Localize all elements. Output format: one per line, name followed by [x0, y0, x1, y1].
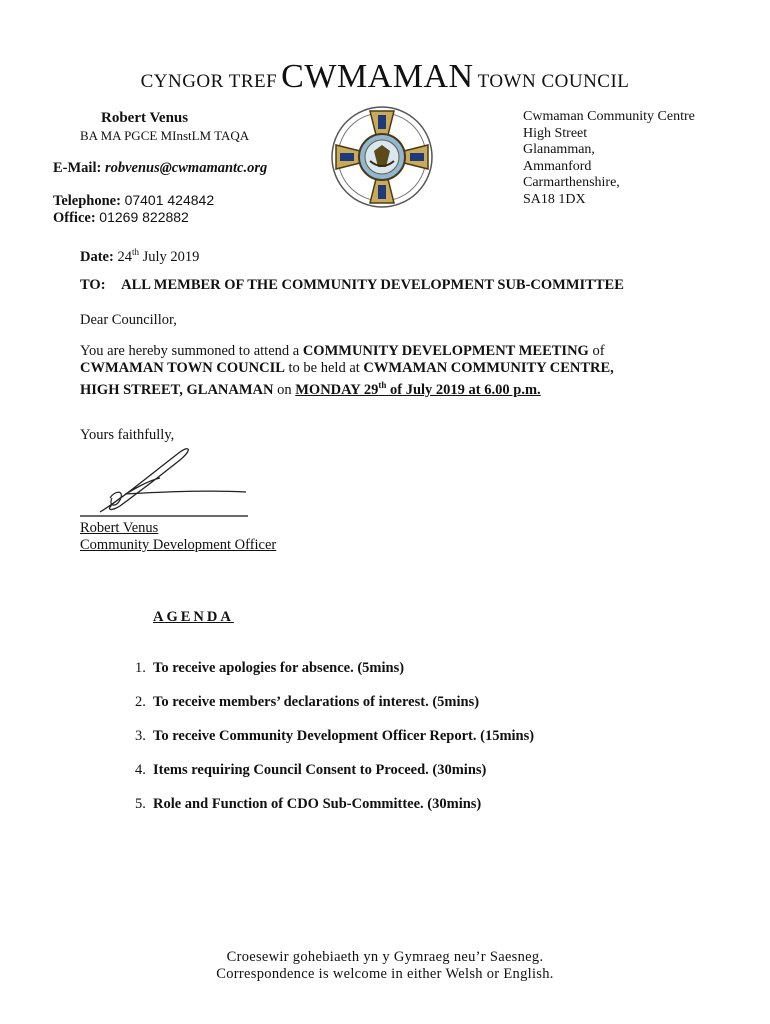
email-label: E-Mail:: [53, 160, 102, 176]
address-line: High Street: [523, 125, 588, 141]
agenda-heading: AGENDA: [153, 609, 234, 625]
closing: Yours faithfully,: [80, 427, 175, 443]
agenda-item: 4. Items requiring Council Consent to Proceed. (30mins): [135, 762, 487, 778]
title-welsh-prefix: CYNGOR TREF: [140, 71, 278, 92]
footer-welsh: Croesewir gohebiaeth yn y Gymraeg neu’r Saesneg.: [226, 949, 544, 965]
email-address[interactable]: robvenus@cwmamantc.org: [104, 160, 268, 176]
agenda-item: 5. Role and Function of CDO Sub-Committee. (30mins): [135, 796, 482, 812]
to-text: ALL MEMBER OF THE COMMUNITY DEVELOPMENT SUB-COMMITTEE: [121, 277, 624, 293]
salutation: Dear Councillor,: [80, 312, 177, 328]
recipient-line: [80, 277, 624, 294]
date-rest: July 2019: [142, 248, 200, 265]
letter-date: [80, 244, 199, 266]
footer-english: Correspondence is welcome in either Welsh or English.: [216, 966, 554, 982]
title-council-name: CWMAMAN: [281, 58, 474, 95]
date-day: 24: [117, 248, 132, 265]
address-line: Carmarthenshire,: [523, 175, 620, 191]
letter-body: [80, 343, 680, 399]
signature-image: [80, 440, 250, 520]
letterhead-title: [0, 58, 770, 96]
address-line: SA18 1DX: [523, 191, 586, 207]
sender-email-line: [53, 160, 267, 177]
body-venue-2: HIGH STREET, GLANAMAN: [80, 381, 274, 398]
body-text-4: on: [277, 381, 292, 398]
office-label: Office:: [53, 210, 96, 226]
agenda-item: 1. To receive apologies for absence. (5mins): [135, 660, 405, 676]
office-number: 01269 822882: [99, 209, 189, 225]
address-line: Cwmaman Community Centre: [523, 109, 695, 124]
address-line: Ammanford: [523, 158, 592, 174]
body-council: CWMAMAN TOWN COUNCIL: [80, 360, 285, 376]
meeting-datetime: MONDAY 29th of July 2019 at 6.00 p.m.: [295, 380, 541, 398]
sender-name: Robert Venus: [101, 110, 189, 126]
body-text-2: of: [592, 343, 605, 359]
agenda-item: 3. To receive Community Development Officer Report. (15mins): [135, 728, 535, 744]
date-label: Date:: [80, 248, 114, 265]
date-suffix: th: [131, 247, 139, 257]
body-text-3: to be held at: [288, 360, 360, 376]
signatory-title: Community Development Officer: [80, 537, 277, 553]
sender-telephone-line: [53, 192, 214, 210]
title-english-suffix: TOWN COUNCIL: [477, 71, 630, 92]
to-label: TO:: [80, 277, 106, 293]
agenda-item: 2. To receive members’ declarations of interest. (5mins): [135, 694, 480, 710]
signatory-name: Robert Venus: [80, 520, 159, 536]
sender-qualifications: BA MA PGCE MInstLM TAQA: [80, 128, 250, 143]
telephone-number: 07401 424842: [124, 192, 215, 208]
council-crest-logo: [330, 105, 434, 209]
body-meeting: COMMUNITY DEVELOPMENT MEETING: [302, 343, 589, 359]
telephone-label: Telephone:: [53, 193, 121, 209]
body-venue-1: CWMAMAN COMMUNITY CENTRE,: [363, 360, 614, 376]
body-text-1: You are hereby summoned to attend a: [80, 343, 300, 359]
sender-office-line: [53, 209, 189, 227]
council-address: [523, 109, 695, 209]
address-line: Glanamman,: [523, 142, 595, 158]
